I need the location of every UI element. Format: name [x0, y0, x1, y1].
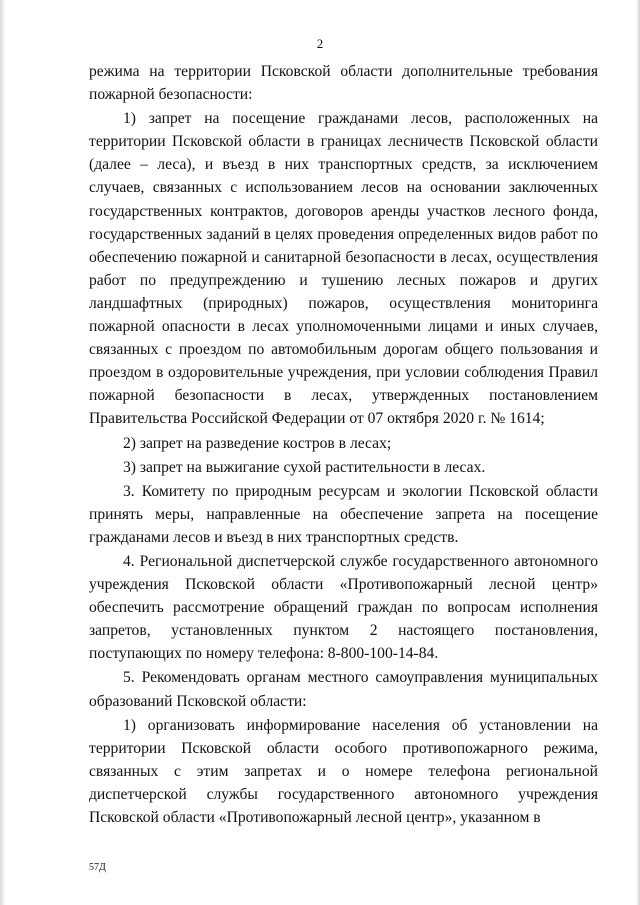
document-code: 57Д — [89, 862, 106, 873]
paragraph-item-4: 4. Региональной диспетчерской службе государственного автономного учреждения Псковской области «Противопожарный лесной центр» обеспечить рассмотрение обращений граждан по вопросам исполнения запретов, установленных пунктом 2 настоящего постановления, поступающих по номеру телефона: 8-800-100-14-84. — [89, 552, 598, 663]
paragraph-ban-burning-vegetation: 3) запрет на выжигание сухой растительности в лесах. — [123, 458, 486, 476]
scan-edge-right — [635, 0, 640, 905]
paragraph-ban-campfires: 2) запрет на разведение костров в лесах; — [123, 434, 392, 452]
paragraph-intro: режима на территории Псковской области дополнительные требования пожарной безопасности: — [89, 63, 598, 104]
scan-edge-left — [0, 0, 6, 905]
paragraph-item-3: 3. Комитету по природным ресурсам и экологии Псковской области принять меры, направленные на обеспечение запрета на посещение гражданами лесов и въезд в них транспортных средств. — [89, 482, 598, 546]
paragraph-ban-visiting-forests: 1) запрет на посещение гражданами лесов, расположенных на территории Псковской области в границах лесничеств Псковской области (далее – леса), и въезд в них транспортных средств, за исключением случаев, связанных с использованием лесов на основании заключенных государственных контрактов, договоров аренды участков лесного фонда, государственных заданий в целях проведения определенных видов работ по обеспечению пожарной и санитарной безопасности в лесах, осуществления работ по предупреждению и тушению лесных пожаров и других ландшафтных (природных) пожаров, осуществления мониторинга пожарной опасности в лесах уполномоченными лицами и иных случаев, связанных с проездом по автомобильным дорогам общего пользования и проездом в оздоровительные учреждения, при условии соблюдения Правил пожарной безопасности в лесах, утвержденных постановлением Правительства Российской Федерации от 07 октября 2020 г. № 1614; — [89, 110, 598, 428]
document-body — [89, 60, 598, 829]
paragraph-item-5: 5. Рекомендовать органам местного самоуправления муниципальных образований Псковской области: — [89, 669, 598, 710]
paragraph-item-5-1: 1) организовать информирование населения об установлении на территории Псковской области особого противопожарного режима, связанных с этим запретах и о номере телефона региональной диспетчерской службы государственного автономного учреждения Псковской области «Противопожарный лесной центр», указанном в — [89, 716, 598, 826]
page-number: 2 — [316, 36, 324, 51]
